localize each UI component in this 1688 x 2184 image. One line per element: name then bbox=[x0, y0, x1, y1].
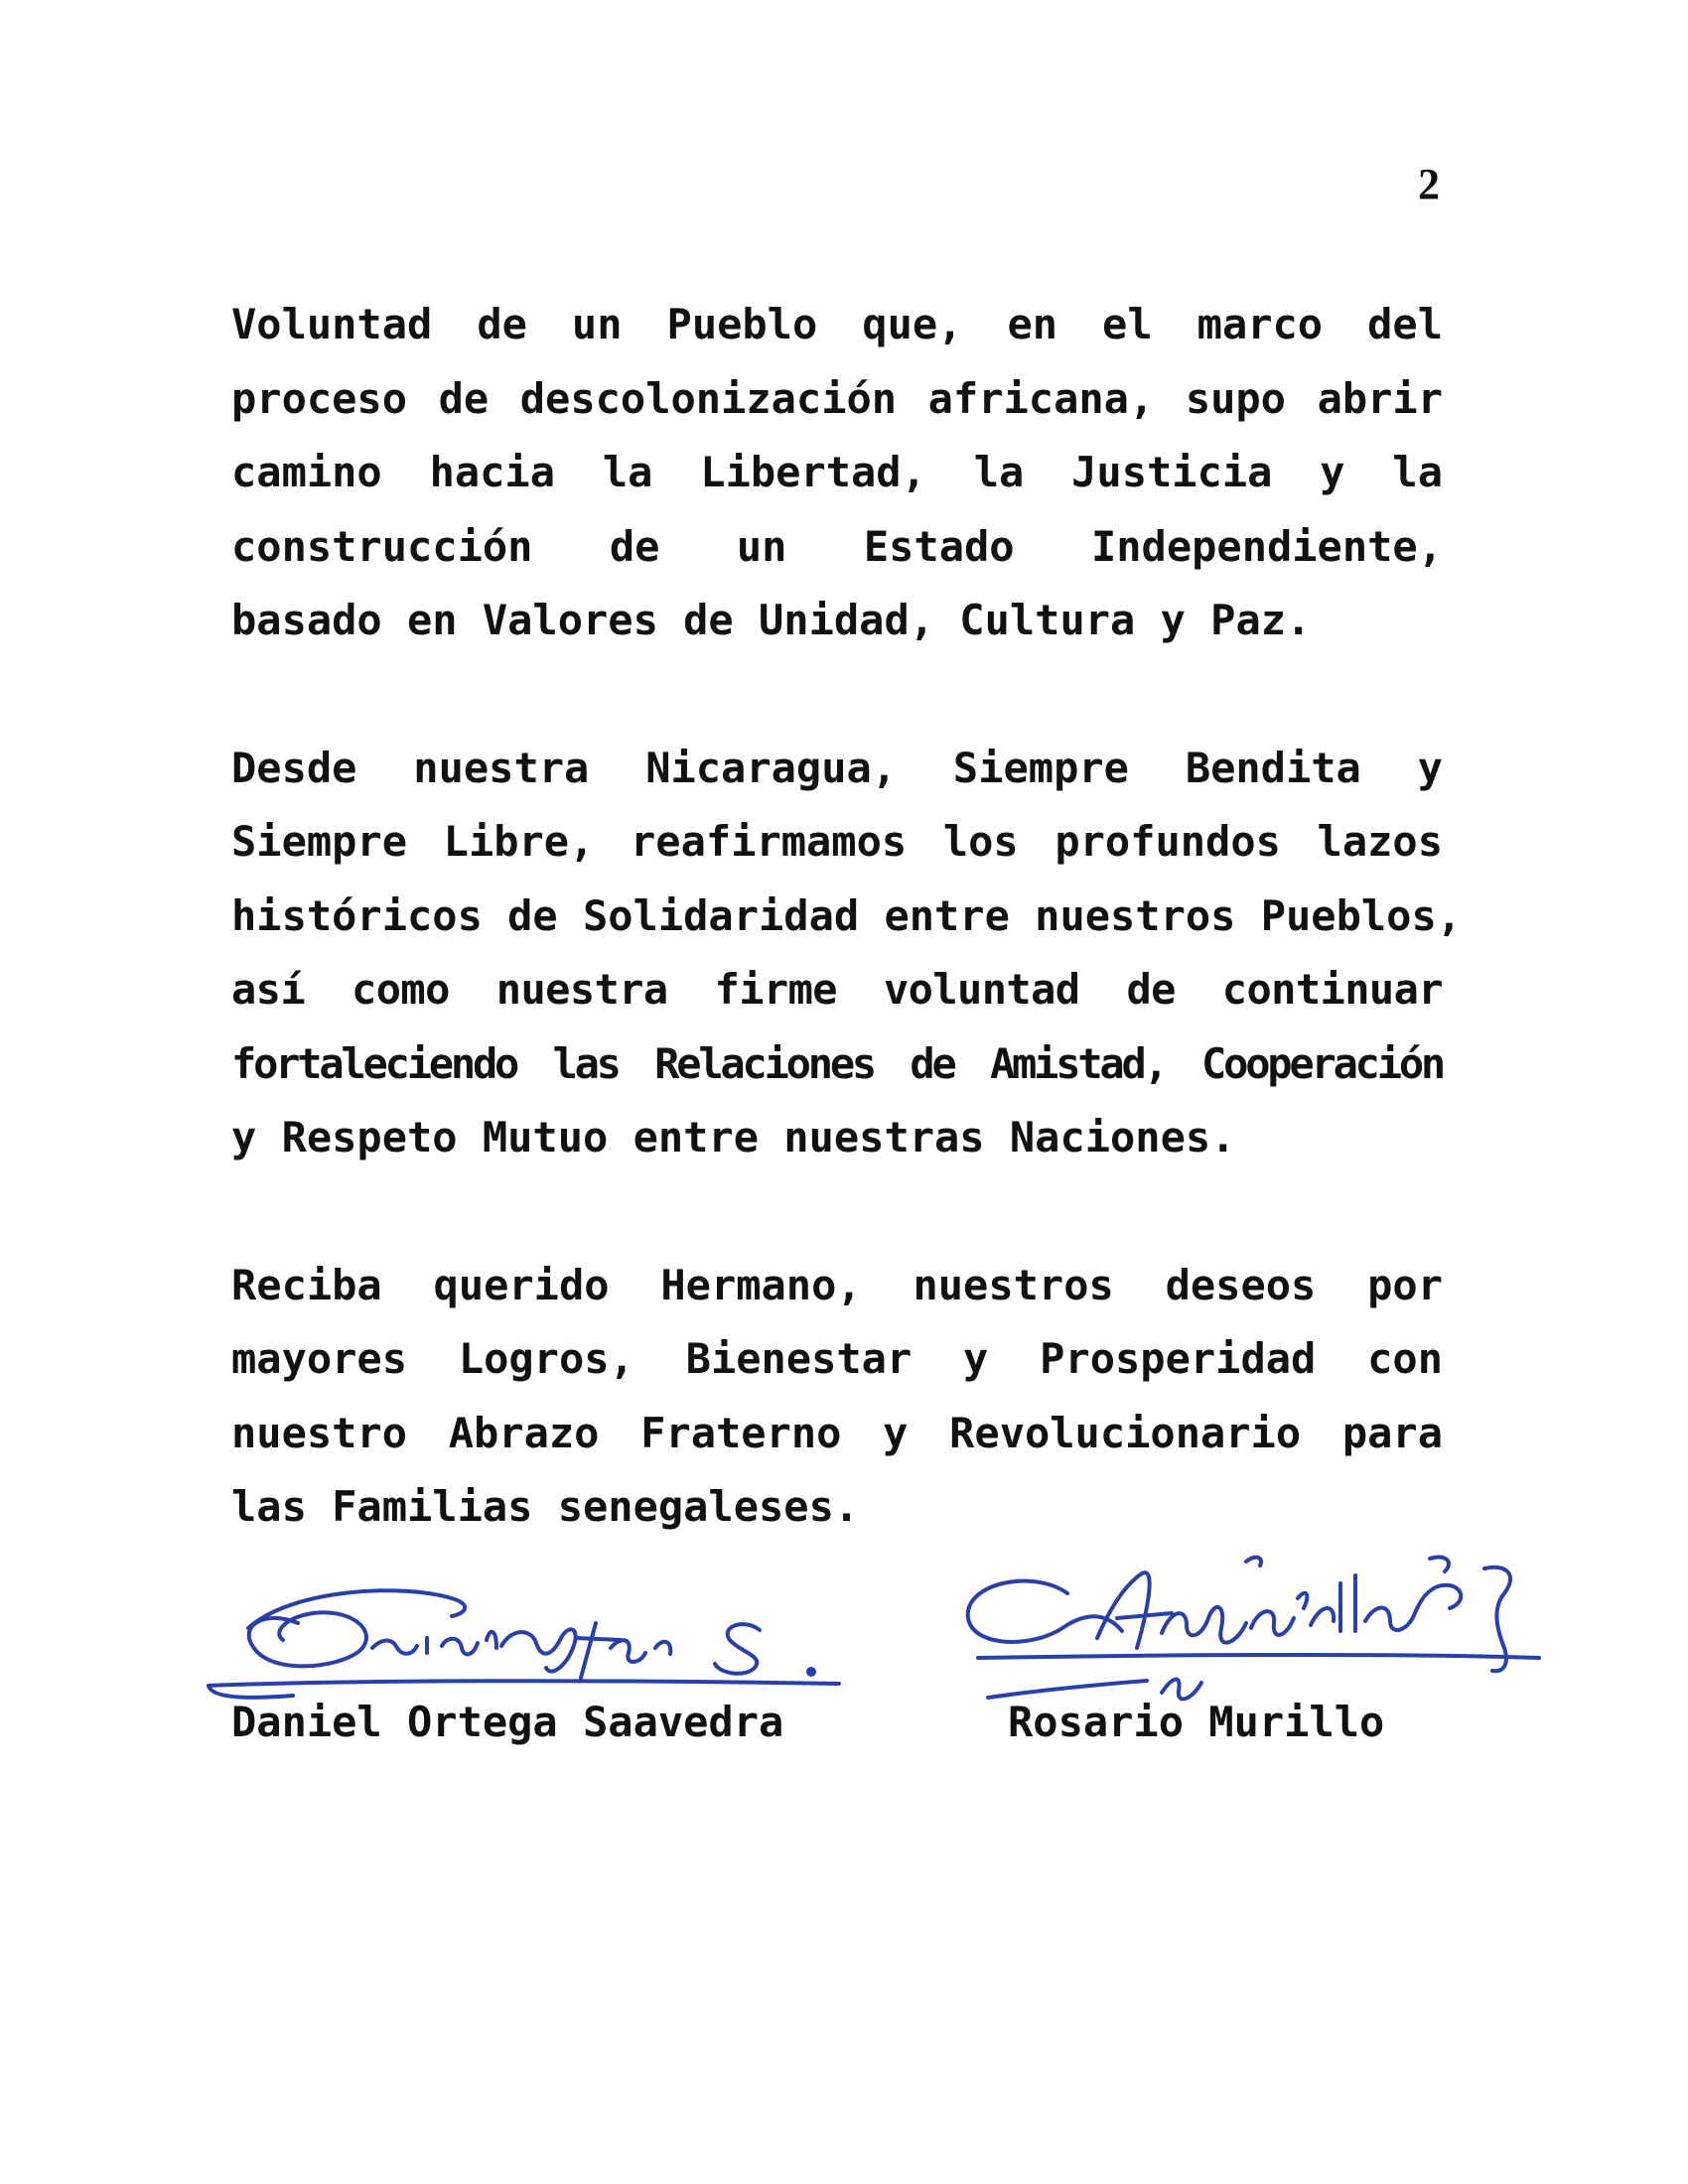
paragraph-line: camino hacia la Libertad, la Justicia y la bbox=[231, 448, 1443, 496]
paragraph-line: construcción de un Estado Independiente, bbox=[231, 521, 1443, 571]
signature-daniel-ortega bbox=[204, 1569, 849, 1707]
paragraph-line: y Respeto Mutuo entre nuestras Naciones. bbox=[231, 1113, 1236, 1161]
paragraph-solidarity bbox=[231, 732, 1463, 1175]
paragraph-independence bbox=[231, 288, 1443, 658]
page-number: 2 bbox=[1418, 160, 1440, 208]
signatory-name-rosario-murillo: Rosario Murillo bbox=[1008, 1698, 1385, 1746]
signatory-name-daniel-ortega: Daniel Ortega Saavedra bbox=[231, 1698, 784, 1746]
paragraph-line: Desde nuestra Nicaragua, Siempre Bendita y bbox=[231, 743, 1443, 792]
paragraph-line: Siempre Libre, reafirmamos los profundos lazos bbox=[231, 817, 1443, 866]
letter-body bbox=[231, 288, 1463, 1618]
paragraph-wishes bbox=[231, 1249, 1443, 1545]
paragraph-line: nuestro Abrazo Fraterno y Revolucionario para bbox=[231, 1408, 1443, 1457]
paragraph-line: Voluntad de un Pueblo que, en el marco del bbox=[231, 300, 1443, 348]
paragraph-line: mayores Logros, Bienestar y Prosperidad con bbox=[231, 1334, 1443, 1383]
paragraph-line: proceso de descolonización africana, supo abrir bbox=[231, 373, 1443, 423]
paragraph-line: Reciba querido Hermano, nuestros deseos por bbox=[231, 1260, 1443, 1309]
paragraph-line: fortaleciendo las Relaciones de Amistad, Cooperación bbox=[231, 1038, 1443, 1088]
signature-rosario-murillo bbox=[948, 1514, 1544, 1727]
paragraph-line: basado en Valores de Unidad, Cultura y Paz. bbox=[231, 596, 1312, 644]
paragraph-line: las Familias senegaleses. bbox=[231, 1482, 860, 1531]
paragraph-line: así como nuestra firme voluntad de continuar bbox=[231, 965, 1443, 1014]
paragraph-line: históricos de Solidaridad entre nuestros Pueblos, bbox=[231, 890, 1463, 940]
